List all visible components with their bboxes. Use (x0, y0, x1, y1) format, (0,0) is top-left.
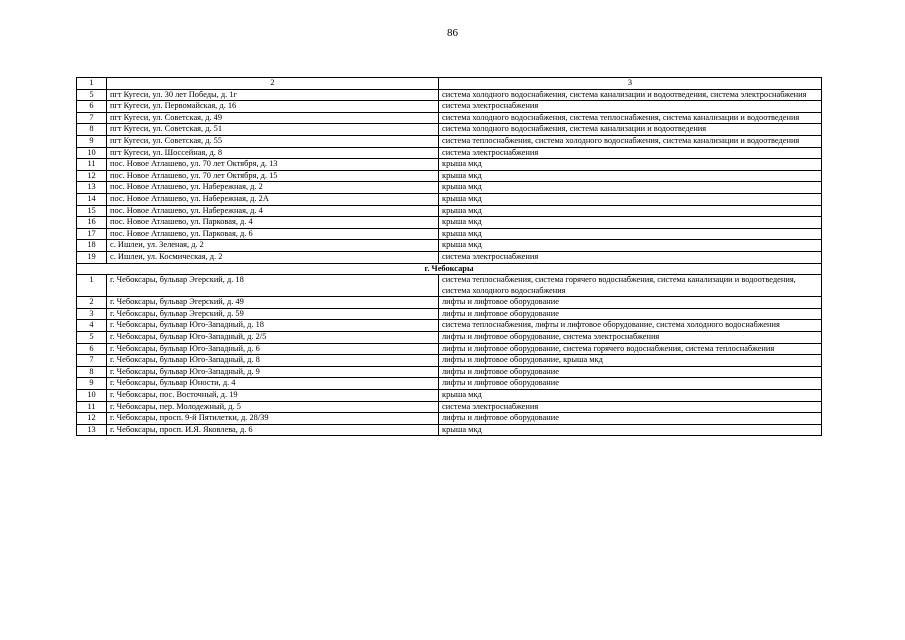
systems-cell: система электроснабжения (439, 147, 822, 159)
systems-cell: лифты и лифтовое оборудование (439, 297, 822, 309)
row-number-cell: 5 (77, 89, 107, 101)
table-header-row (77, 78, 822, 90)
systems-cell: система электроснабжения (439, 401, 822, 413)
address-cell: пос. Новое Атлашево, ул. Набережная, д. 4 (107, 205, 439, 217)
table-row (77, 297, 822, 309)
address-cell: г. Чебоксары, бульвар Юго-Западный, д. 2/5 (107, 332, 439, 344)
address-cell: пгт Кугеси, ул. Первомайская, д. 16 (107, 101, 439, 113)
address-cell: пос. Новое Атлашево, ул. Набережная, д. 2 (107, 182, 439, 194)
systems-cell: лифты и лифтовое оборудование, крыша мкд (439, 355, 822, 367)
address-cell: г. Чебоксары, бульвар Эгерский, д. 18 (107, 275, 439, 297)
address-cell: с. Ишлеи, ул. Зеленая, д. 2 (107, 240, 439, 252)
table-row (77, 228, 822, 240)
systems-cell: крыша мкд (439, 390, 822, 402)
section-header-row (77, 263, 822, 275)
address-cell: пгт Кугеси, ул. 30 лет Победы, д. 1г (107, 89, 439, 101)
systems-cell: лифты и лифтовое оборудование (439, 308, 822, 320)
row-number-cell: 16 (77, 217, 107, 229)
systems-cell: лифты и лифтовое оборудование (439, 378, 822, 390)
address-cell: с. Ишлеи, ул. Космическая, д. 2 (107, 251, 439, 263)
systems-cell: крыша мкд (439, 240, 822, 252)
table-row (77, 343, 822, 355)
systems-cell: лифты и лифтовое оборудование, система электроснабжения (439, 332, 822, 344)
address-cell: пгт Кугеси, ул. Советская, д. 51 (107, 124, 439, 136)
systems-cell: система электроснабжения (439, 251, 822, 263)
table-row (77, 89, 822, 101)
systems-cell: крыша мкд (439, 193, 822, 205)
row-number-cell: 7 (77, 112, 107, 124)
row-number-cell: 5 (77, 332, 107, 344)
buildings-systems-table (76, 77, 822, 436)
table-row (77, 112, 822, 124)
address-cell: г. Чебоксары, бульвар Юго-Западный, д. 18 (107, 320, 439, 332)
systems-cell: крыша мкд (439, 170, 822, 182)
address-cell: пос. Новое Атлашево, ул. Набережная, д. 2А (107, 193, 439, 205)
address-cell: пос. Новое Атлашево, ул. Парковая, д. 6 (107, 228, 439, 240)
row-number-cell: 12 (77, 170, 107, 182)
table-row (77, 147, 822, 159)
row-number-cell: 13 (77, 182, 107, 194)
row-number-cell: 2 (77, 297, 107, 309)
section-title: г. Чебоксары (77, 263, 822, 275)
table-row (77, 205, 822, 217)
systems-cell: система теплоснабжения, система горячего водоснабжения, система канализации и водоотведения, система холодного водоснабжения (439, 275, 822, 297)
table-row (77, 308, 822, 320)
systems-cell: система теплоснабжения, система холодного водоснабжения, система канализации и водоотведения (439, 135, 822, 147)
table-body (77, 78, 822, 436)
row-number-cell: 6 (77, 343, 107, 355)
systems-cell: система электроснабжения (439, 101, 822, 113)
address-cell: г. Чебоксары, просп. 9-й Пятилетки, д. 28/39 (107, 413, 439, 425)
systems-cell: крыша мкд (439, 424, 822, 436)
systems-cell: лифты и лифтовое оборудование, система горячего водоснабжения, система теплоснабжения (439, 343, 822, 355)
table-row (77, 135, 822, 147)
systems-cell: крыша мкд (439, 228, 822, 240)
systems-cell: лифты и лифтовое оборудование (439, 366, 822, 378)
column-header-systems: 3 (439, 78, 822, 90)
row-number-cell: 9 (77, 378, 107, 390)
address-cell: г. Чебоксары, бульвар Юго-Западный, д. 6 (107, 343, 439, 355)
row-number-cell: 6 (77, 101, 107, 113)
table-row (77, 275, 822, 297)
address-cell: г. Чебоксары, бульвар Эгерский, д. 49 (107, 297, 439, 309)
systems-cell: система холодного водоснабжения, система канализации и водоотведения, система электроснабжения (439, 89, 822, 101)
row-number-cell: 9 (77, 135, 107, 147)
row-number-cell: 3 (77, 308, 107, 320)
row-number-cell: 10 (77, 390, 107, 402)
systems-cell: крыша мкд (439, 159, 822, 171)
address-cell: г. Чебоксары, пер. Молодежный, д. 5 (107, 401, 439, 413)
table-row (77, 413, 822, 425)
address-cell: г. Чебоксары, бульвар Юго-Западный, д. 9 (107, 366, 439, 378)
table-row (77, 424, 822, 436)
address-cell: г. Чебоксары, просп. И.Я. Яковлева, д. 6 (107, 424, 439, 436)
row-number-cell: 18 (77, 240, 107, 252)
table-row (77, 366, 822, 378)
table-row (77, 217, 822, 229)
address-cell: г. Чебоксары, пос. Восточный, д. 19 (107, 390, 439, 402)
table-row (77, 101, 822, 113)
table-row (77, 124, 822, 136)
systems-cell: система теплоснабжения, лифты и лифтовое оборудование, система холодного водоснабжения (439, 320, 822, 332)
systems-cell: крыша мкд (439, 217, 822, 229)
row-number-cell: 11 (77, 401, 107, 413)
row-number-cell: 13 (77, 424, 107, 436)
row-number-cell: 7 (77, 355, 107, 367)
address-cell: пос. Новое Атлашево, ул. 70 лет Октября, д. 15 (107, 170, 439, 182)
address-cell: г. Чебоксары, бульвар Эгерский, д. 59 (107, 308, 439, 320)
systems-cell: крыша мкд (439, 205, 822, 217)
table-row (77, 193, 822, 205)
row-number-cell: 1 (77, 275, 107, 297)
table-row (77, 390, 822, 402)
table-row (77, 378, 822, 390)
address-cell: пгт Кугеси, ул. Советская, д. 55 (107, 135, 439, 147)
systems-cell: крыша мкд (439, 182, 822, 194)
row-number-cell: 8 (77, 124, 107, 136)
address-cell: пгт Кугеси, ул. Советская, д. 49 (107, 112, 439, 124)
row-number-cell: 4 (77, 320, 107, 332)
address-cell: пос. Новое Атлашево, ул. 70 лет Октября, д. 13 (107, 159, 439, 171)
systems-cell: система холодного водоснабжения, система теплоснабжения, система канализации и водоотведения (439, 112, 822, 124)
table-row (77, 355, 822, 367)
address-cell: г. Чебоксары, бульвар Юго-Западный, д. 8 (107, 355, 439, 367)
column-header-number: 1 (77, 78, 107, 90)
address-cell: пгт Кугеси, ул. Шоссейная, д. 8 (107, 147, 439, 159)
page-number: 86 (447, 27, 458, 39)
row-number-cell: 10 (77, 147, 107, 159)
row-number-cell: 15 (77, 205, 107, 217)
table-row (77, 320, 822, 332)
address-cell: пос. Новое Атлашево, ул. Парковая, д. 4 (107, 217, 439, 229)
table-row (77, 332, 822, 344)
row-number-cell: 19 (77, 251, 107, 263)
table-row (77, 170, 822, 182)
row-number-cell: 17 (77, 228, 107, 240)
table-row (77, 401, 822, 413)
row-number-cell: 12 (77, 413, 107, 425)
table-row (77, 182, 822, 194)
table-row (77, 159, 822, 171)
systems-cell: лифты и лифтовое оборудование (439, 413, 822, 425)
column-header-address: 2 (107, 78, 439, 90)
row-number-cell: 11 (77, 159, 107, 171)
table-row (77, 251, 822, 263)
address-cell: г. Чебоксары, бульвар Юности, д. 4 (107, 378, 439, 390)
table-row (77, 240, 822, 252)
systems-cell: система холодного водоснабжения, система канализации и водоотведения (439, 124, 822, 136)
row-number-cell: 8 (77, 366, 107, 378)
row-number-cell: 14 (77, 193, 107, 205)
